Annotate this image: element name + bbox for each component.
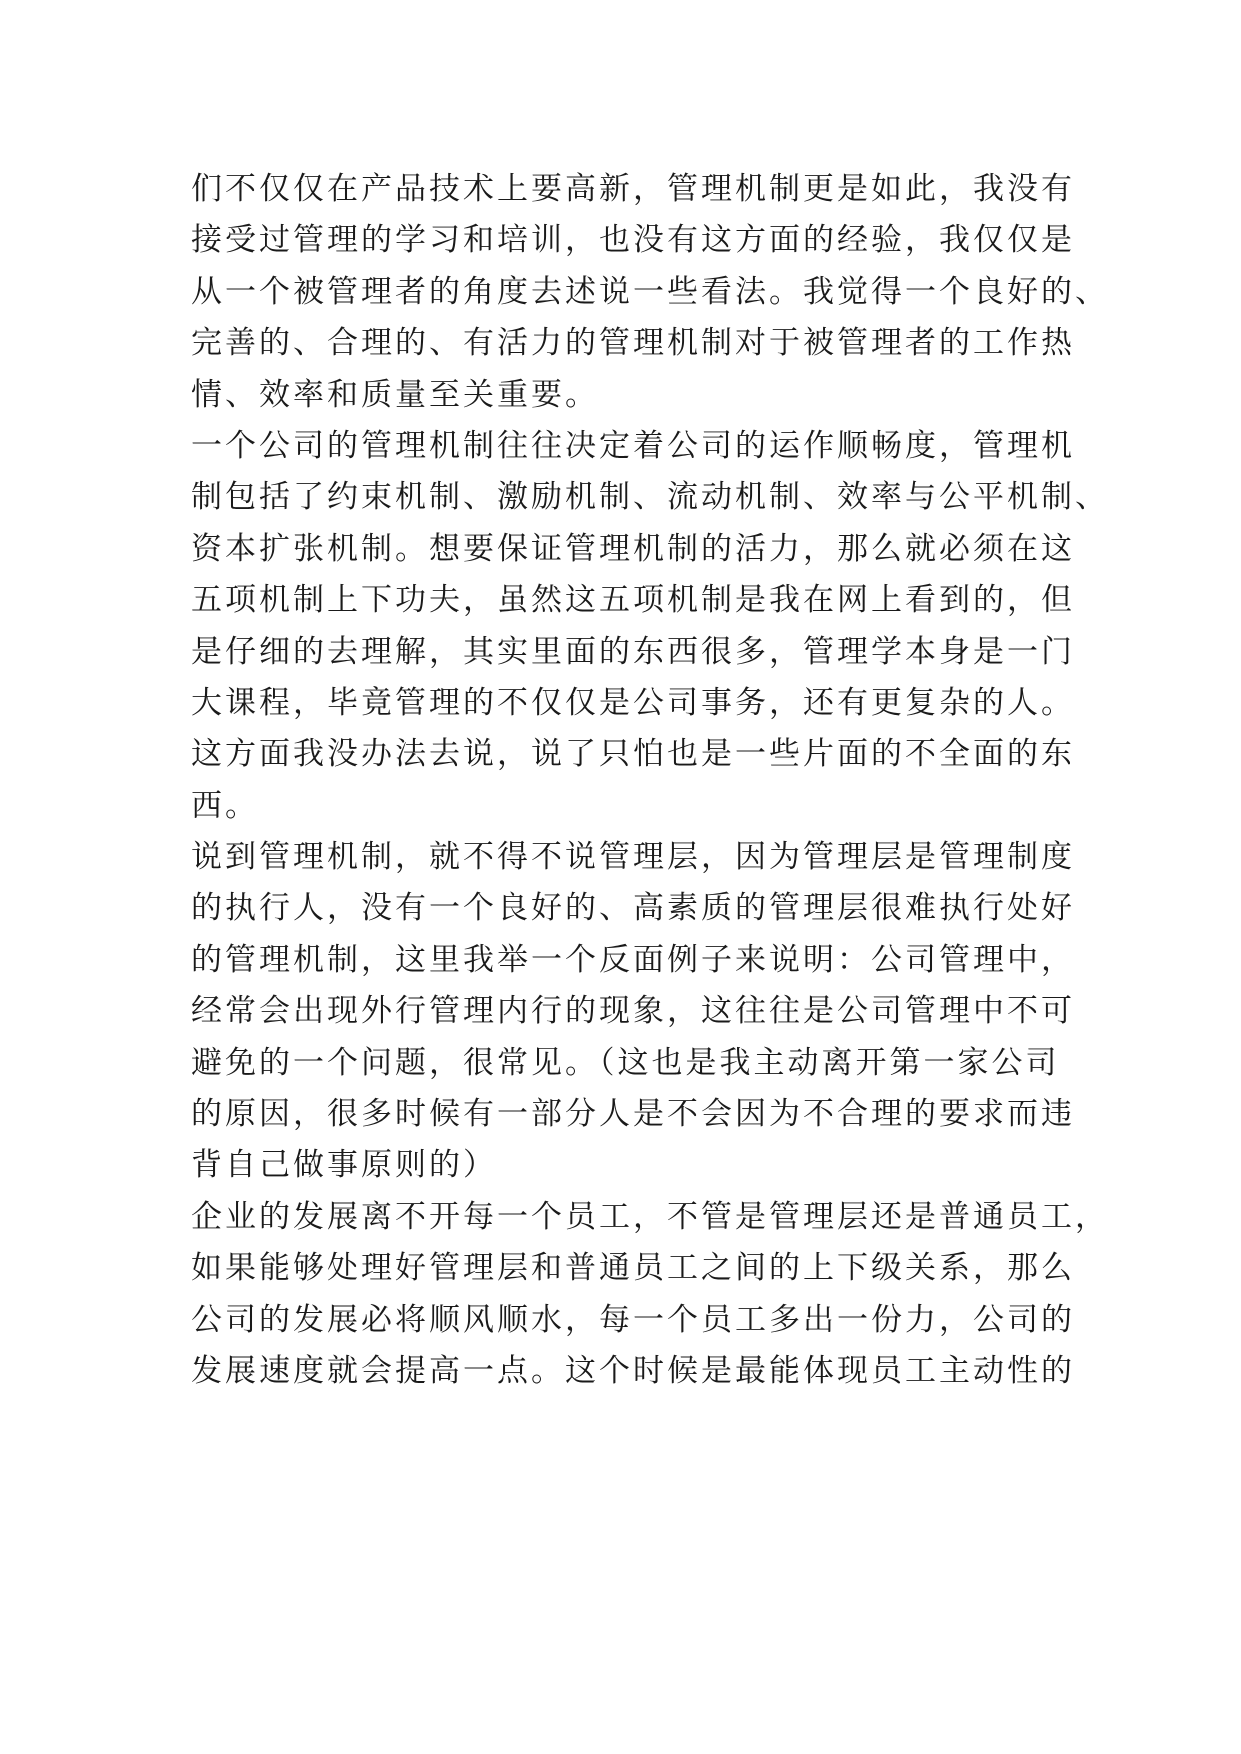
- text-line: 西。: [191, 787, 259, 824]
- text-line: 接受过管理的学习和培训，也没有这方面的经验，我仅仅是: [191, 222, 1075, 259]
- text-line: 一个公司的管理机制往往决定着公司的运作顺畅度，管理机: [191, 427, 1075, 464]
- text-line: 说到管理机制，就不得不说管理层，因为管理层是管理制度: [191, 839, 1075, 876]
- text-line: 资本扩张机制。想要保证管理机制的活力，那么就必须在这: [191, 530, 1075, 567]
- text-line: 完善的、合理的、有活力的管理机制对于被管理者的工作热: [191, 325, 1075, 362]
- text-line: 发展速度就会提高一点。这个时候是最能体现员工主动性的: [191, 1352, 1075, 1389]
- text-line: 的原因，很多时候有一部分人是不会因为不合理的要求而违: [191, 1096, 1075, 1133]
- text-line: 企业的发展离不开每一个员工，不管是管理层还是普通员工，: [191, 1198, 1109, 1235]
- text-line: 是仔细的去理解，其实里面的东西很多，管理学本身是一门: [191, 633, 1075, 670]
- text-line: 们不仅仅在产品技术上要高新，管理机制更是如此，我没有: [191, 171, 1075, 207]
- text-line: 的管理机制，这里我举一个反面例子来说明：公司管理中，: [191, 941, 1075, 978]
- text-line: 公司的发展必将顺风顺水，每一个员工多出一份力，公司的: [191, 1301, 1075, 1338]
- text-line: 经常会出现外行管理内行的现象，这往往是公司管理中不可: [191, 993, 1075, 1030]
- text-line: 制包括了约束机制、激励机制、流动机制、效率与公平机制、: [191, 479, 1109, 516]
- text-line: 如果能够处理好管理层和普通员工之间的上下级关系，那么: [191, 1250, 1075, 1287]
- text-line: 避免的一个问题，很常见。（这也是我主动离开第一家公司: [191, 1044, 1060, 1081]
- text-line: 情、效率和质量至关重要。: [191, 376, 599, 413]
- text-line: 五项机制上下功夫，虽然这五项机制是我在网上看到的，但: [191, 582, 1075, 619]
- body-text: [191, 164, 1109, 1397]
- text-line: 背自己做事原则的）: [191, 1147, 497, 1184]
- text-line: 大课程，毕竟管理的不仅仅是公司事务，还有更复杂的人。: [191, 684, 1075, 721]
- text-line: 的执行人，没有一个良好的、高素质的管理层很难执行处好: [191, 890, 1075, 927]
- text-line: 从一个被管理者的角度去述说一些看法。我觉得一个良好的、: [191, 273, 1109, 310]
- text-line: 这方面我没办法去说，说了只怕也是一些片面的不全面的东: [191, 736, 1075, 773]
